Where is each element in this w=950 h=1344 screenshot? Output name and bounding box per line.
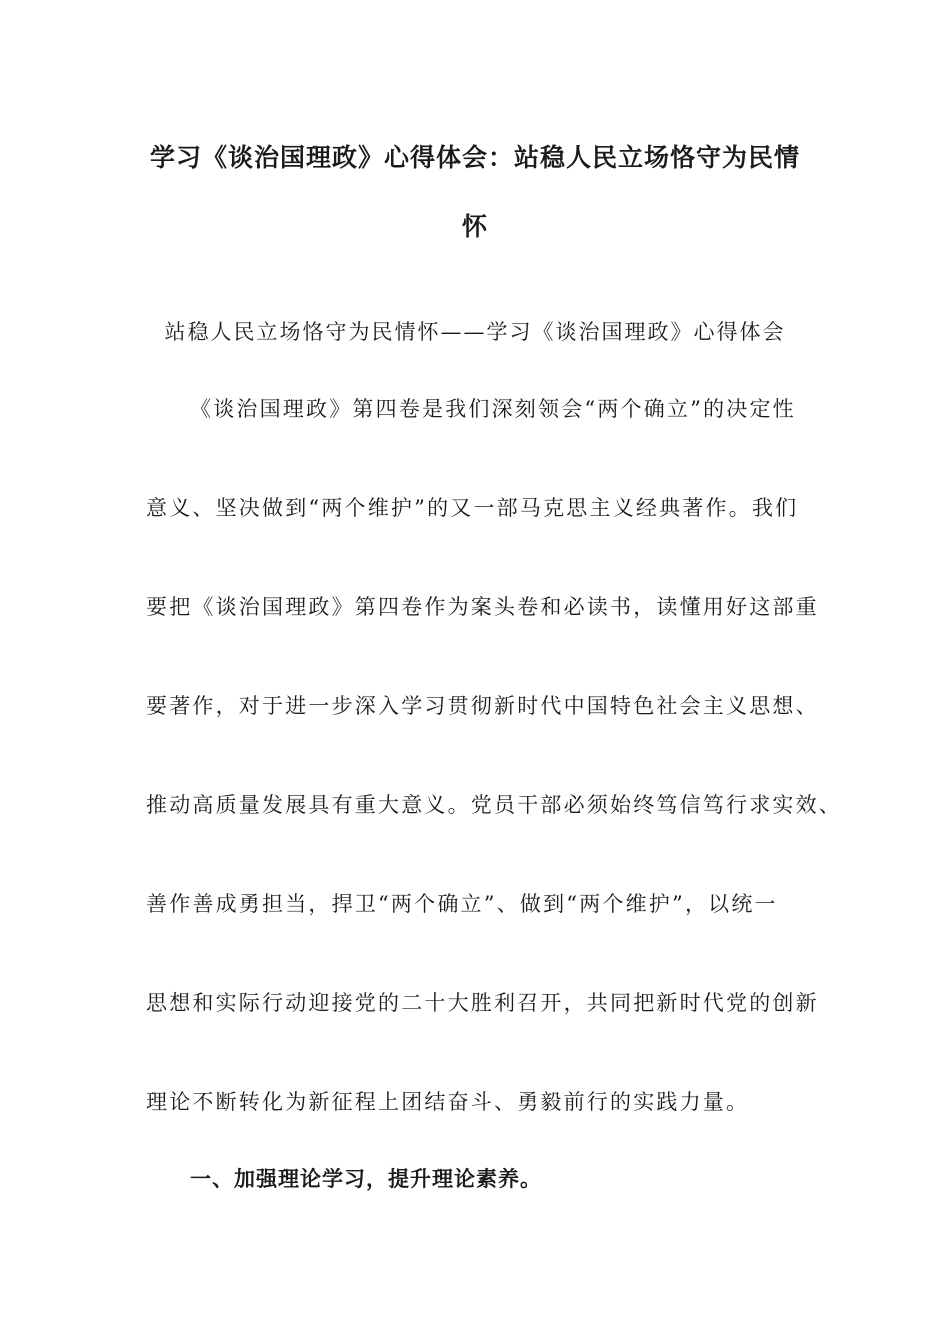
paragraph-line: 推动高质量发展具有重大意义。党员干部必须始终笃信笃行求实效、 [146, 793, 842, 817]
paragraph-line: 善作善成勇担当，捍卫“两个确立”、做到“两个维护”，以统一 [146, 892, 778, 916]
document-subtitle: 站稳人民立场恪守为民情怀——学习《谈治国理政》心得体会 [164, 320, 786, 344]
paragraph-line: 理论不断转化为新征程上团结奋斗、勇毅前行的实践力量。 [146, 1090, 750, 1114]
document-title-line-1: 学习《谈治国理政》心得体会：站稳人民立场恪守为民情 [149, 143, 800, 172]
document-title-line-2: 怀 [461, 212, 488, 241]
paragraph-line: 思想和实际行动迎接党的二十大胜利召开，共同把新时代党的创新 [146, 991, 819, 1015]
section-heading: 一、加强理论学习，提升理论素养。 [190, 1167, 542, 1191]
paragraph-line: 意义、坚决做到“两个维护”的又一部马克思主义经典著作。我们 [146, 496, 799, 520]
paragraph-line: 要著作，对于进一步深入学习贯彻新时代中国特色社会主义思想、 [146, 694, 819, 718]
paragraph-line: 《谈治国理政》第四卷是我们深刻领会“两个确立”的决定性 [190, 397, 796, 421]
paragraph-line: 要把《谈治国理政》第四卷作为案头卷和必读书，读懂用好这部重 [146, 595, 819, 619]
